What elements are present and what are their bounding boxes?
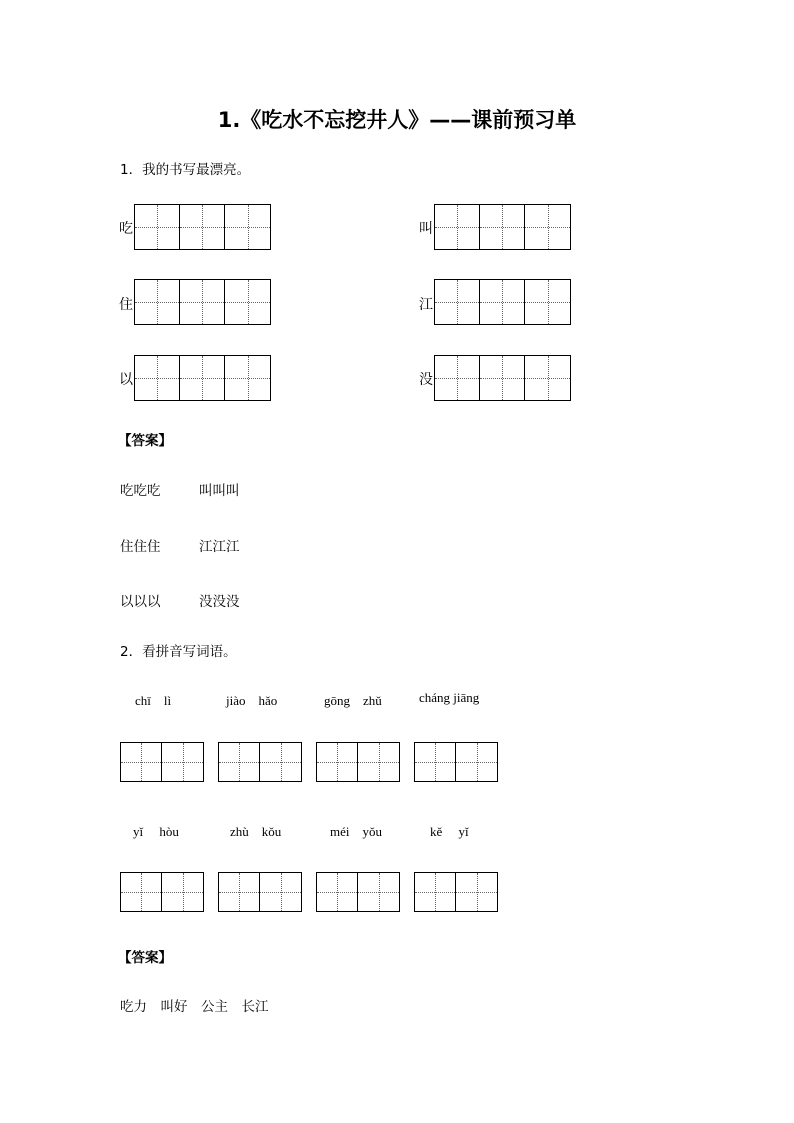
grid-cell <box>435 356 480 400</box>
answer-item: 住住住 <box>120 539 161 555</box>
grid-cell <box>180 205 225 249</box>
grid-cell <box>456 743 497 781</box>
question-2-text: 2．看拼音写词语。 <box>120 644 237 660</box>
grid-cell <box>225 356 270 400</box>
grid-cell <box>121 873 162 911</box>
grid-cell <box>358 873 399 911</box>
writing-grid-word <box>120 742 204 782</box>
pinyin-label: yǐ hòu <box>133 824 179 839</box>
writing-grid-word <box>218 742 302 782</box>
grid-cell <box>435 205 480 249</box>
answer-item: 吃吃吃 <box>120 483 161 499</box>
char-label-yi: 以 <box>119 372 133 388</box>
writing-grid-zhu <box>134 279 271 325</box>
grid-cell <box>135 205 180 249</box>
grid-cell <box>162 873 203 911</box>
answer-label-2: 【答案】 <box>118 950 172 966</box>
answer-words: 吃力 叫好 公主 长江 <box>120 999 269 1015</box>
grid-cell <box>525 280 570 324</box>
writing-grid-jiao <box>434 204 571 250</box>
grid-cell <box>162 743 203 781</box>
char-label-jiang: 江 <box>419 297 433 313</box>
char-label-chi: 吃 <box>119 221 133 237</box>
grid-cell <box>480 356 525 400</box>
grid-cell <box>225 280 270 324</box>
writing-grid-word <box>414 872 498 912</box>
grid-cell <box>260 743 301 781</box>
grid-cell <box>525 356 570 400</box>
char-label-mei: 没 <box>419 372 433 388</box>
grid-cell <box>219 873 260 911</box>
grid-cell <box>415 873 456 911</box>
grid-cell <box>180 280 225 324</box>
grid-cell <box>135 356 180 400</box>
question-1-text: 1．我的书写最漂亮。 <box>120 162 251 178</box>
grid-cell <box>358 743 399 781</box>
grid-cell <box>317 743 358 781</box>
pinyin-label: chī lì <box>135 693 172 708</box>
pinyin-label: méi yǒu <box>330 824 382 839</box>
grid-cell <box>415 743 456 781</box>
pinyin-label: kě yǐ <box>430 824 469 839</box>
writing-grid-word <box>316 742 400 782</box>
grid-cell <box>180 356 225 400</box>
grid-cell <box>317 873 358 911</box>
writing-grid-mei <box>434 355 571 401</box>
writing-grid-chi <box>134 204 271 250</box>
writing-grid-word <box>414 742 498 782</box>
char-label-jiao: 叫 <box>419 221 433 237</box>
grid-cell <box>135 280 180 324</box>
grid-cell <box>219 743 260 781</box>
answer-item: 以以以 <box>120 594 161 610</box>
answer-item: 叫叫叫 <box>199 483 240 499</box>
answer-item: 没没没 <box>199 594 240 610</box>
grid-cell <box>435 280 480 324</box>
answer-label-1: 【答案】 <box>118 433 172 449</box>
writing-grid-yi <box>134 355 271 401</box>
pinyin-label: jiào hǎo <box>226 693 278 708</box>
char-label-zhu: 住 <box>119 297 133 313</box>
grid-cell <box>525 205 570 249</box>
grid-cell <box>260 873 301 911</box>
grid-cell <box>480 280 525 324</box>
grid-cell <box>480 205 525 249</box>
writing-grid-word <box>218 872 302 912</box>
pinyin-label: gōng zhǔ <box>324 693 382 708</box>
grid-cell <box>121 743 162 781</box>
pinyin-label: zhù kǒu <box>230 824 282 839</box>
page-title: 1.《吃水不忘挖井人》——课前预习单 <box>217 108 577 132</box>
grid-cell <box>225 205 270 249</box>
writing-grid-jiang <box>434 279 571 325</box>
pinyin-label: cháng jiāng <box>419 690 480 705</box>
grid-cell <box>456 873 497 911</box>
writing-grid-word <box>120 872 204 912</box>
answer-item: 江江江 <box>199 539 240 555</box>
writing-grid-word <box>316 872 400 912</box>
